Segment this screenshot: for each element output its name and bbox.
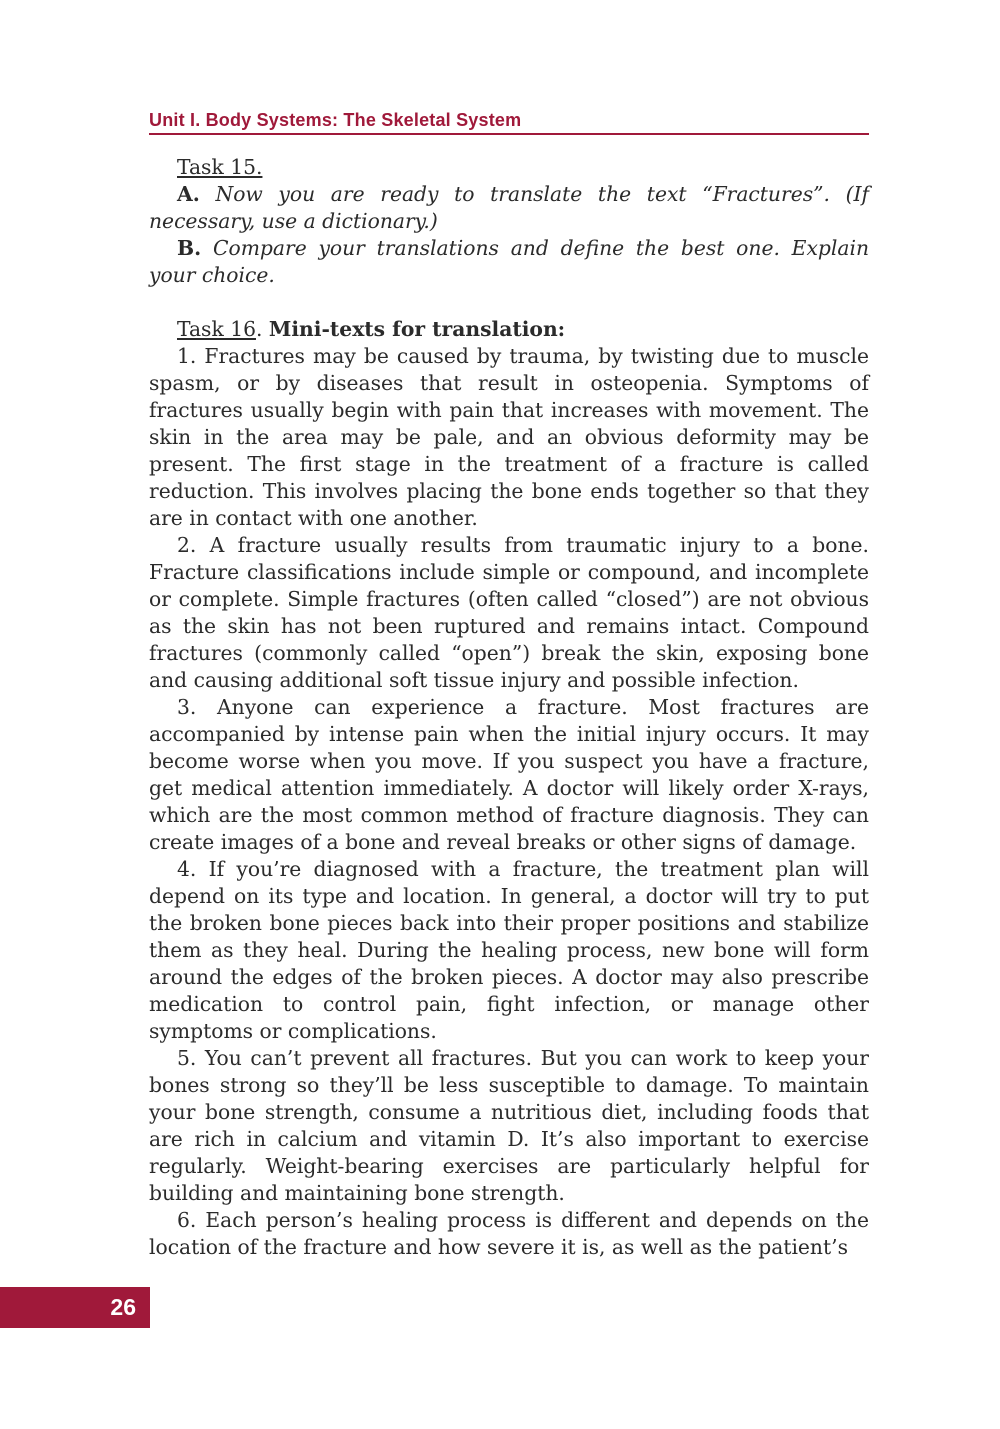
task15-label: Task 15. [177, 155, 263, 179]
task16-period: . [256, 317, 263, 341]
page-number: 26 [110, 1294, 136, 1320]
task15-part-a [149, 181, 869, 235]
task15-part-b [149, 235, 869, 289]
task15-a-letter: A. [177, 182, 200, 206]
mini-text-2: 2. A fracture usually results from traumatic injury to a bone. Fracture classifications include simple or compound, and incomplete or complete. Simple fractures (often called “closed”) are not obvious as the skin has not been ruptured and remains intact. Compound fractures (commonly called “open”) break the skin, exposing bone and causing additional soft tissue injury and possible infection. [149, 533, 869, 692]
header-title: Unit I. Body Systems: The Skeletal System [149, 110, 522, 130]
task15-b-letter: B. [177, 236, 202, 260]
section-gap [149, 289, 869, 316]
mini-text-6: 6. Each person’s healing process is different and depends on the location of the fracture and how severe it is, as well as the patient’s [149, 1208, 869, 1259]
page-content [149, 154, 869, 1261]
task15-heading [149, 154, 869, 181]
running-header [149, 110, 869, 135]
mini-text-3: 3. Anyone can experience a fracture. Most fractures are accompanied by intense pain when the initial injury occurs. It may become worse when you move. If you suspect you have a fracture, get medical attention immediately. A doctor will likely order X-rays, which are the most common method of fracture diagnosis. They can create images of a bone and reveal breaks or other signs of damage. [149, 695, 869, 854]
mini-text-1: 1. Fractures may be caused by trauma, by twisting due to muscle spasm, or by diseases that result in osteopenia. Symptoms of fractures usually begin with pain that increases with movement. The skin in the area may be pale, and an obvious deformity may be present. The first stage in the treatment of a fracture is called reduction. This involves placing the bone ends together so that they are in contact with one another. [149, 344, 869, 530]
task15-a-text: Now you are ready to translate the text “Fractures”. (If necessary, use a dictionary.) [149, 182, 869, 233]
task15-b-text: Compare your translations and define the best one. Explain your choice. [149, 236, 870, 287]
task16-heading [149, 316, 869, 343]
mini-text-4: 4. If you’re diagnosed with a fracture, the treatment plan will depend on its type and location. In general, a doctor will try to put the broken bone pieces back into their proper positions and stabilize them as they heal. During the healing process, new bone will form around the edges of the broken pieces. A doctor may also prescribe medication to control pain, fight infection, or manage other symptoms or complications. [149, 857, 869, 1043]
page-number-box [0, 1287, 150, 1328]
task16-title: Mini-texts for translation: [268, 317, 566, 341]
task16-label: Task 16 [177, 317, 256, 341]
mini-text-5: 5. You can’t prevent all fractures. But you can work to keep your bones strong so they’ll be less susceptible to damage. To maintain your bone strength, consume a nutritious diet, including foods that are rich in calcium and vitamin D. It’s also important to exercise regularly. Weight-bearing exercises are particularly helpful for building and maintaining bone strength. [149, 1046, 869, 1205]
